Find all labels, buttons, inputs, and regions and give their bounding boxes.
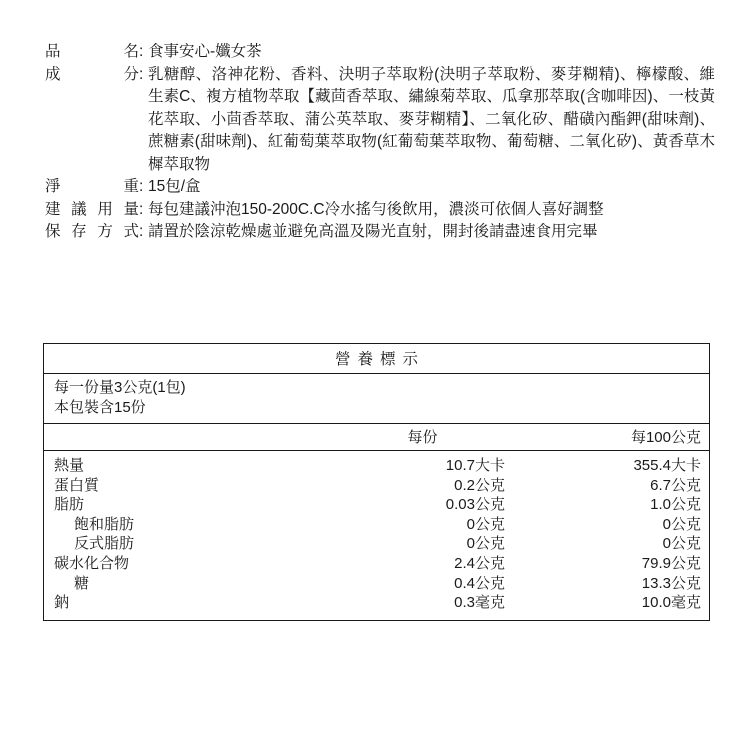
- product-info-row: [45, 176, 715, 199]
- nutrition-table-title: 營養標示: [44, 344, 709, 374]
- product-info-row: [45, 199, 715, 222]
- nutrient-per-serving: 0.2公克: [454, 476, 505, 494]
- product-info-label: 保存方式: [45, 223, 139, 240]
- product-info-colon: :: [139, 43, 144, 60]
- storage-method-value: 請置於陰涼乾燥處並避免高溫及陽光直射，開封後請盡速食用完畢: [148, 223, 598, 240]
- product-name-value: 食事安心-孅女茶: [148, 43, 262, 60]
- nutrient-per-100g: 13.3公克: [641, 574, 701, 592]
- nutrient-per-100g: 10.0毫克: [641, 594, 701, 612]
- product-info-block: [45, 41, 715, 244]
- table-row: [44, 476, 709, 496]
- nutrient-per-serving: 10.7大卡: [445, 457, 505, 474]
- product-info-colon: :: [139, 178, 144, 195]
- nutrient-per-serving: 0.3毫克: [454, 594, 505, 612]
- table-row: [44, 456, 709, 476]
- nutrient-per-100g: 6.7公克: [650, 476, 701, 494]
- column-header-nutrient: [44, 426, 340, 447]
- nutrient-name: 反式脂肪: [74, 535, 135, 553]
- product-info-label: 建議用量: [45, 200, 139, 218]
- nutrition-column-header-row: [44, 424, 709, 451]
- nutrient-per-100g: 0公克: [662, 515, 701, 533]
- nutrient-per-serving: 0.03公克: [445, 496, 505, 514]
- product-info-row: [45, 64, 715, 177]
- nutrient-name: 脂肪: [54, 496, 85, 514]
- product-info-colon: :: [139, 200, 144, 218]
- nutrient-name: 飽和脂肪: [74, 515, 135, 533]
- suggested-usage-value: 每包建議沖泡150-200C.C冷水搖勻後飲用，濃淡可依個人喜好調整: [148, 200, 604, 218]
- nutrient-name: 鈉: [54, 594, 70, 612]
- product-info-colon: :: [139, 223, 144, 240]
- nutrition-rows-body: [44, 451, 709, 620]
- table-row: [44, 554, 709, 574]
- nutrient-per-serving: 0公克: [466, 515, 505, 533]
- nutrient-per-100g: 1.0公克: [650, 496, 701, 514]
- column-header-per-serving: 每份: [407, 429, 438, 446]
- servings-per-container-text: 本包裝含15份: [54, 398, 146, 416]
- table-row: [44, 515, 709, 535]
- nutrient-name: 糖: [74, 574, 90, 592]
- ingredients-value: 乳糖醇、洛神花粉、香料、決明子萃取粉(決明子萃取粉、麥芽糊精)、檸檬酸、維生素C、複方植物萃取【藏茴香萃取、繡線菊萃取、瓜拿那萃取(含咖啡因)、一枝黃花萃取、小茴香萃取、蒲公英萃取、麥芽糊精】、二氧化矽、醋磺內酯鉀(甜味劑)、蔗糖素(甜味劑)、紅葡萄葉萃取物(紅葡萄葉萃取物、葡萄糖、二氧化矽)、黃香草木樨萃取物: [148, 65, 715, 173]
- product-info-row: [45, 221, 715, 244]
- product-info-label: 品名: [45, 43, 139, 60]
- table-row: [44, 593, 709, 613]
- nutrition-facts-table: [43, 343, 710, 621]
- nutrient-per-serving: 0.4公克: [454, 574, 505, 592]
- table-row: [44, 574, 709, 594]
- nutrient-per-100g: 0公克: [662, 535, 701, 553]
- serving-info-block: [44, 374, 709, 424]
- table-row: [44, 495, 709, 515]
- table-row: [44, 534, 709, 554]
- product-info-colon: :: [139, 65, 144, 83]
- nutrient-name: 熱量: [54, 457, 85, 474]
- net-weight-value: 15包/盒: [148, 178, 201, 195]
- nutrient-per-100g: 79.9公克: [641, 554, 701, 572]
- column-header-per-100g: 每100公克: [630, 429, 701, 446]
- nutrient-name: 碳水化合物: [54, 554, 130, 572]
- nutrient-per-serving: 0公克: [466, 535, 505, 553]
- nutrient-per-serving: 2.4公克: [454, 554, 505, 572]
- nutrient-name: 蛋白質: [54, 476, 100, 494]
- product-info-row: [45, 41, 715, 64]
- serving-size-text: 每一份量3公克(1包): [54, 379, 186, 396]
- product-info-label: 淨重: [45, 178, 139, 195]
- product-info-label: 成分: [45, 65, 139, 83]
- nutrient-per-100g: 355.4大卡: [633, 457, 701, 474]
